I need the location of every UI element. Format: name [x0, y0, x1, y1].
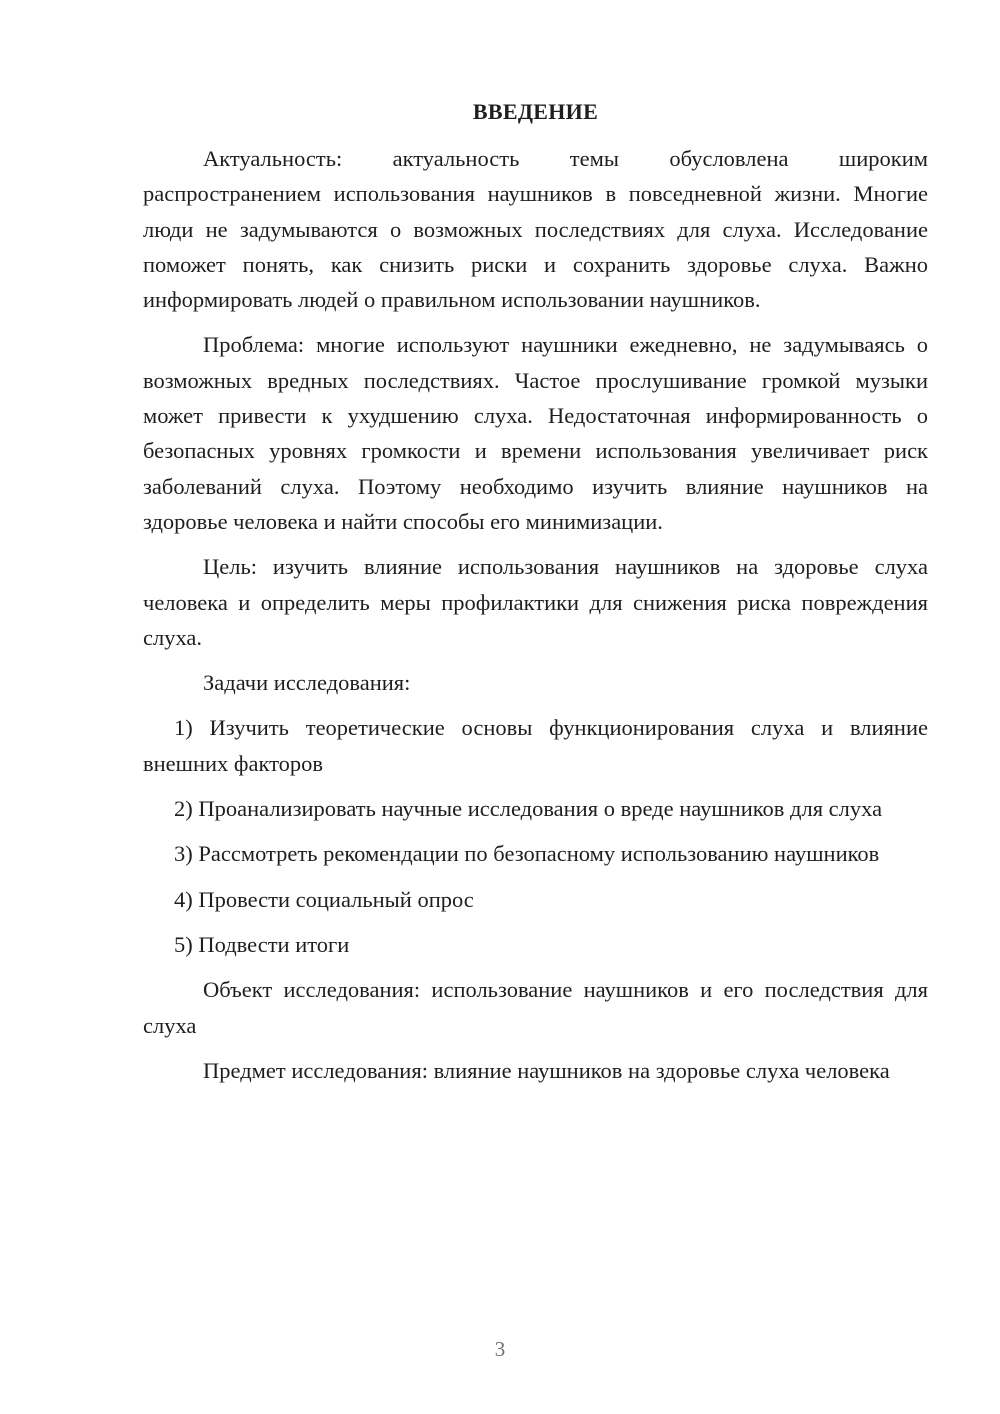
object-paragraph: Объект исследования: использование наушников и его последствия для слуха: [143, 977, 928, 1038]
task-item-4: 4) Провести социальный опрос: [174, 886, 474, 912]
tasks-list: [143, 710, 928, 962]
goal-paragraph: Цель: изучить влияние использования наушников на здоровье слуха человека и определить меры профилактики для снижения риска повреждения слуха.: [143, 554, 928, 650]
task-item-3: 3) Рассмотреть рекомендации по безопасному использованию наушников: [174, 841, 880, 867]
relevance-paragraph: Актуальность: актуальность темы обусловлена широким распространением использования наушников в повседневной жизни. Многие люди не задумываются о возможных последствиях для слуха. Исследование поможет понять, как снизить риски и сохранить здоровье слуха. Важно информировать людей о правильном использовании наушников.: [143, 146, 928, 313]
task-item-2: 2) Проанализировать научные исследования о вреде наушников для слуха: [174, 796, 883, 822]
tasks-heading: Задачи исследования:: [203, 670, 411, 696]
page-title: ВВЕДЕНИЕ: [472, 99, 599, 124]
subject-paragraph: Предмет исследования: влияние наушников на здоровье слуха человека: [203, 1057, 890, 1083]
task-item-1: 1) Изучить теоретические основы функционирования слуха и влияние внешних факторов: [143, 715, 928, 776]
task-item-5: 5) Подвести итоги: [174, 931, 350, 957]
problem-paragraph: Проблема: многие используют наушники ежедневно, не задумываясь о возможных вредных последствиях. Частое прослушивание громкой музыки может привести к ухудшению слуха. Недостаточная информированность о безопасных уровнях громкости и времени использования увеличивает риск заболеваний слуха. Поэтому необходимо изучить влияние наушников на здоровье человека и найти способы его минимизации.: [143, 332, 928, 534]
page-number: 3: [494, 1337, 506, 1361]
